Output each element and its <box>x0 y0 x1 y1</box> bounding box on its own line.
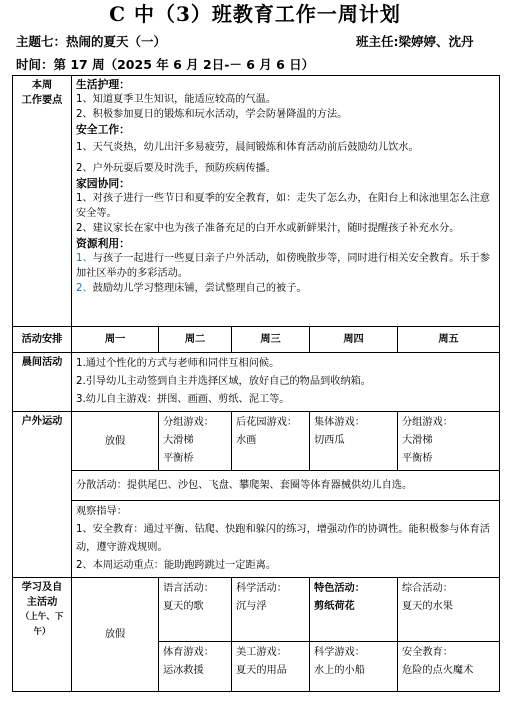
outdoor-games-row <box>13 412 500 471</box>
outdoor-day-cell: 分组游戏： 大滑梯 平衡桥 <box>398 412 500 471</box>
focus-item: 1、知道夏季卫生知识，能适应较高的气温。 <box>76 94 277 105</box>
outdoor-observe <box>72 501 500 578</box>
study-row-1 <box>13 578 500 642</box>
outdoor-day-cell: 后花园游戏： 水画 <box>232 412 310 471</box>
study-cell: 科学活动： 沉与浮 <box>232 578 310 642</box>
section-heading: 家园协同： <box>76 177 130 190</box>
theme-label: 主题七：热闹的夏天（一） <box>16 34 167 49</box>
study-cell: 科学游戏： 水上的小船 <box>310 642 398 692</box>
morning-item: 2.引导幼儿主动签到自主并选择区域，放好自己的物品到收纳箱。 <box>76 376 371 387</box>
day-header: 周一 <box>72 327 159 353</box>
item-number: 2、 <box>76 283 93 294</box>
morning-label: 晨间活动 <box>13 353 72 412</box>
observe-item: 1、安全教育：通过平衡、钻爬、快跑和躲闪的练习，增强动作的协调性。能积极参与体育活动，遵守游戏规则。 <box>76 524 490 553</box>
focus-item: 2、户外玩耍后要及时洗手，预防疾病传播。 <box>76 163 277 174</box>
focus-item: 1、天气炎热，幼儿出汗多易疲劳，晨间锻炼和体育活动前后鼓励幼儿饮水。 <box>76 142 419 153</box>
weekly-plan-table <box>12 75 500 692</box>
study-cell: 语言活动： 夏天的歌 <box>159 578 232 642</box>
section-heading: 安全工作： <box>76 123 130 136</box>
outdoor-observe-row <box>13 501 500 578</box>
weekly-focus-label: 本周 工作要点 <box>13 76 72 327</box>
observe-item: 2、本周运动重点：能助跑跨跳过一定距离。 <box>76 560 277 571</box>
weekly-focus-content <box>72 76 500 327</box>
focus-item: 1、对孩子进行一些节日和夏季的安全教育，如：走失了怎么办，在阳台上和泳池里怎么注意安全等。 <box>76 193 490 219</box>
section-heading: 生活护理： <box>76 78 130 91</box>
focus-item: 2、建议家长在家中也为孩子准备充足的白开水或新鲜果汁，随时提醒孩子补充水分。 <box>76 223 460 234</box>
observe-title: 观察指导： <box>76 506 127 517</box>
day-header: 周四 <box>310 327 398 353</box>
morning-row <box>13 353 500 412</box>
morning-item: 3.幼儿自主游戏：拼图、画画、剪纸、泥工等。 <box>76 394 290 405</box>
study-label: 学习及自 主活动 （上午、下午） <box>13 578 72 692</box>
section-heading: 资源利用： <box>76 237 130 250</box>
focus-item: 1、与孩子一起进行一些夏日亲子户外活动，如傍晚散步等，同时进行相关安全教育。乐于参加社区举办的多彩活动。 <box>76 253 490 279</box>
study-cell: 综合活动： 夏天的水果 <box>398 578 500 642</box>
focus-item: 2、鼓励幼儿学习整理床铺，尝试整理自己的被子。 <box>76 283 307 294</box>
study-cell: 体育游戏： 运冰救援 <box>159 642 232 692</box>
weekly-focus-row <box>13 76 500 327</box>
outdoor-label: 户外运动 <box>13 412 72 578</box>
time-label: 时间：第 17 周（2025 年 6 月 2日-－ 6 月 6 日） <box>16 57 315 72</box>
focus-item: 2、积极参加夏日的锻炼和玩水活动，学会防暑降温的方法。 <box>76 109 348 120</box>
study-cell: 美工游戏： 夏天的用品 <box>232 642 310 692</box>
study-cell-featured: 特色活动： 剪纸荷花 <box>310 578 398 642</box>
page-title: C 中（3）班教育工作一周计划 <box>109 2 401 26</box>
morning-content <box>72 353 500 412</box>
teachers-label: 班主任:梁婷婷、沈丹 <box>356 34 474 49</box>
outdoor-scattered-row <box>13 471 500 501</box>
schedule-header-label: 活动安排 <box>13 327 72 353</box>
outdoor-day-cell: 分组游戏： 大滑梯 平衡桥 <box>159 412 232 471</box>
day-header: 周三 <box>232 327 310 353</box>
schedule-header-row <box>13 327 500 353</box>
morning-item: 1.通过个性化的方式与老师和同伴互相问候。 <box>76 358 280 369</box>
study-holiday: 放假 <box>72 578 159 692</box>
day-header: 周二 <box>159 327 232 353</box>
study-cell: 安全教育： 危险的点火魔术 <box>398 642 500 692</box>
outdoor-day-cell: 集体游戏： 切西瓜 <box>310 412 398 471</box>
outdoor-holiday: 放假 <box>72 412 159 471</box>
item-number: 1、 <box>76 253 93 264</box>
day-header: 周五 <box>398 327 500 353</box>
outdoor-scattered: 分散活动：提供尾巴、沙包、飞盘、攀爬架、套圈等体育器械供幼儿自选。 <box>72 471 500 501</box>
